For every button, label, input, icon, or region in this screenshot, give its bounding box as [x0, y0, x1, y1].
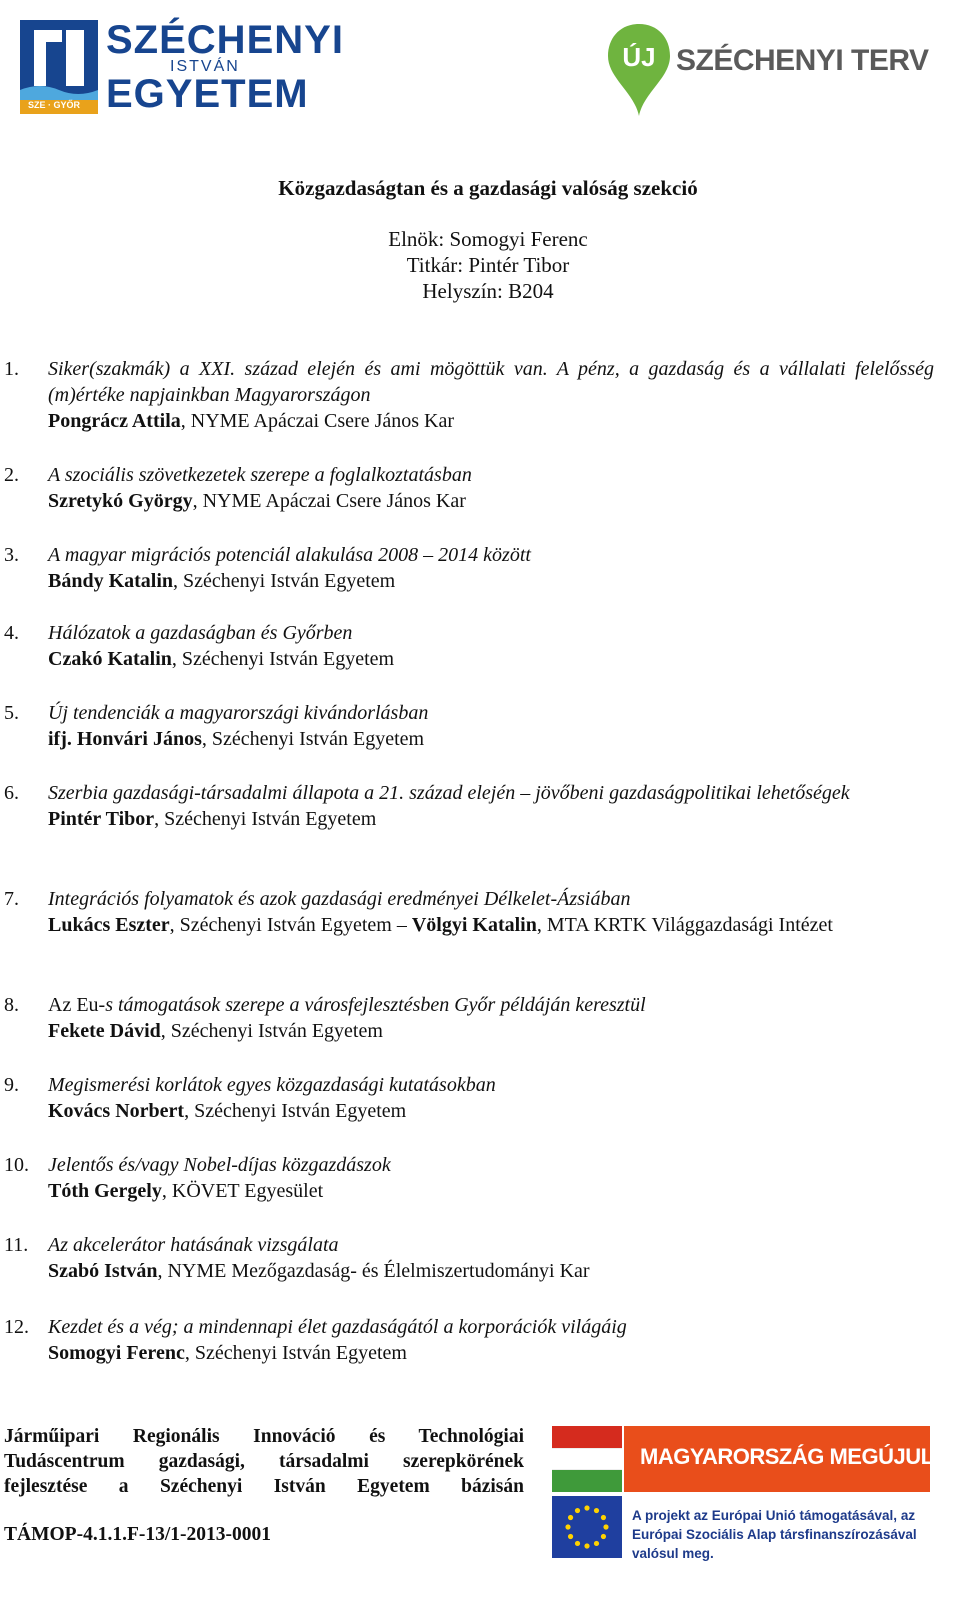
hungarian-flag-white-stripe — [552, 1448, 622, 1470]
item-affiliation: , Széchenyi István Egyetem — [160, 1020, 383, 1042]
section-officers — [0, 226, 960, 304]
item-affiliation: , Széchenyi István Egyetem — [184, 1342, 407, 1364]
item-number: 8. — [4, 994, 19, 1016]
item-title: Jelentős és/vagy Nobel-díjas közgazdászok — [48, 1154, 391, 1176]
item-affiliation: , Széchenyi István Egyetem — [184, 1100, 407, 1122]
sze-logo-line3: EGYETEM — [106, 72, 309, 116]
item-affiliation: , Széchenyi István Egyetem – — [169, 914, 412, 936]
eu-star-icon — [601, 1515, 606, 1520]
terv-logo-badge: ÚJ — [622, 42, 656, 72]
item-affiliation: , NYME Mezőgazdaság- és Élelmiszertudományi Kar — [157, 1260, 590, 1282]
item-title: Az akcelerátor hatásának vizsgálata — [48, 1234, 339, 1256]
item-number: 10. — [4, 1154, 29, 1176]
uj-szechenyi-terv-logo — [604, 22, 929, 122]
section-secretary: Titkár: Pintér Tibor — [406, 253, 570, 277]
item-affiliation: , NYME Apáczai Csere János Kar — [180, 410, 455, 432]
item-author: Pongrácz Attila — [48, 410, 181, 432]
item-affiliation: , Széchenyi István Egyetem — [154, 808, 377, 830]
item-number: 5. — [4, 702, 19, 724]
item-affiliation: , Széchenyi István Egyetem — [173, 570, 396, 592]
section-chair: Elnök: Somogyi Ferenc — [388, 227, 588, 251]
sze-logo — [20, 16, 360, 120]
hungarian-flag-green-stripe — [552, 1470, 622, 1492]
eu-star-icon — [575, 1508, 580, 1513]
item-author: Szabó István — [48, 1260, 158, 1282]
item-title: Integrációs folyamatok és azok gazdasági eredményei Délkelet-Ázsiában — [48, 888, 631, 910]
eu-support-text: A projekt az Európai Unió támogatásával, az Európai Szociális Alap társfinanszírozásával valósul meg. — [632, 1508, 917, 1561]
item-title-prefix: Az Eu- — [48, 994, 106, 1016]
item-author: Lukács Eszter — [48, 914, 170, 936]
eu-star-icon — [601, 1534, 606, 1539]
item-author: ifj. Honvári János — [48, 728, 202, 750]
footer-line-3: fejlesztése a Széchenyi István Egyetem bázisán — [4, 1476, 524, 1497]
footer-project-name — [4, 1424, 524, 1499]
item-author: Pintér Tibor — [48, 808, 155, 830]
item-title: Megismerési korlátok egyes közgazdasági kutatásokban — [48, 1074, 496, 1096]
item-title: Új tendenciák a magyarországi kivándorlásban — [48, 702, 429, 724]
item-title: Siker(szakmák) a XXI. század elején és ami mögöttük van. A pénz, a gazdaság és a vállalati felelősség (m)értéke napjainkban Magyarországon — [48, 358, 934, 406]
item-coauthor: Völgyi Katalin — [411, 914, 537, 936]
item-title: Szerbia gazdasági-társadalmi állapota a 21. század elején – jövőbeni gazdaságpolitikai lehetőségek — [48, 782, 850, 804]
sze-logo-line2: ISTVÁN — [170, 58, 240, 75]
item-title: A szociális szövetkezetek szerepe a foglalkoztatásban — [48, 464, 472, 486]
item-author: Tóth Gergely — [48, 1180, 162, 1202]
item-author: Fekete Dávid — [48, 1020, 161, 1042]
item-number: 4. — [4, 622, 19, 644]
terv-logo-text: SZÉCHENYI TERV — [676, 44, 929, 77]
item-number: 1. — [4, 358, 19, 380]
footer-line-2: Tudáscentrum gazdasági, társadalmi szerepkörének — [4, 1451, 524, 1472]
item-affiliation: , Széchenyi István Egyetem — [201, 728, 425, 750]
item-affiliation: , NYME Apáczai Csere János Kar — [192, 490, 466, 512]
eu-star-icon — [568, 1534, 573, 1539]
item-author: Bándy Katalin — [48, 570, 174, 592]
item-number: 2. — [4, 464, 19, 486]
item-number: 11. — [4, 1234, 29, 1256]
section-venue: Helyszín: B204 — [422, 279, 554, 303]
item-author: Kovács Norbert — [48, 1100, 185, 1122]
item-number: 12. — [4, 1316, 29, 1338]
item-title: A magyar migrációs potenciál alakulása 2008 – 2014 között — [48, 544, 531, 566]
eu-star-icon — [584, 1543, 589, 1548]
item-affiliation: , Széchenyi István Egyetem — [171, 648, 395, 670]
item-number: 9. — [4, 1074, 19, 1096]
item-title: s támogatások szerepe a városfejlesztésben Győr példáján keresztül — [105, 994, 646, 1016]
item-coauthor-affiliation: , MTA KRTK Világgazdasági Intézet — [536, 914, 833, 936]
item-affiliation: , KÖVET Egyesület — [161, 1180, 324, 1202]
eu-star-icon — [565, 1524, 570, 1529]
footer-project-code: TÁMOP-4.1.1.F-13/1-2013-0001 — [4, 1524, 272, 1545]
item-author: Somogyi Ferenc — [48, 1342, 185, 1364]
item-author: Szretykó György — [48, 490, 193, 512]
item-number: 3. — [4, 544, 19, 566]
sze-logo-wordmark — [106, 16, 366, 120]
eu-star-icon — [575, 1541, 580, 1546]
eu-star-icon — [594, 1508, 599, 1513]
item-number: 6. — [4, 782, 19, 804]
item-title: Kezdet és a vég; a mindennapi élet gazdaságától a korporációk világáig — [48, 1316, 627, 1338]
eu-star-icon — [603, 1524, 608, 1529]
item-number: 7. — [4, 888, 19, 910]
eu-star-icon — [594, 1541, 599, 1546]
magyarorszag-megujul-banner — [552, 1422, 932, 1560]
item-author: Czakó Katalin — [48, 648, 172, 670]
eu-star-icon — [584, 1505, 589, 1510]
item-title: Hálózatok a gazdaságban és Győrben — [48, 622, 353, 644]
eu-flag-icon — [552, 1496, 622, 1558]
footer-line-1: Járműipari Regionális Innováció és Technológiai — [4, 1426, 524, 1447]
banner-title: MAGYARORSZÁG MEGÚJUL — [640, 1444, 934, 1469]
sze-logo-line1: SZÉCHENYI — [106, 18, 344, 62]
hungarian-flag-red-stripe — [552, 1426, 622, 1448]
sze-logo-code: SZE · GYŐR — [28, 100, 81, 110]
section-title: Közgazdaságtan és a gazdasági valóság szekció — [278, 176, 698, 200]
eu-star-icon — [568, 1515, 573, 1520]
